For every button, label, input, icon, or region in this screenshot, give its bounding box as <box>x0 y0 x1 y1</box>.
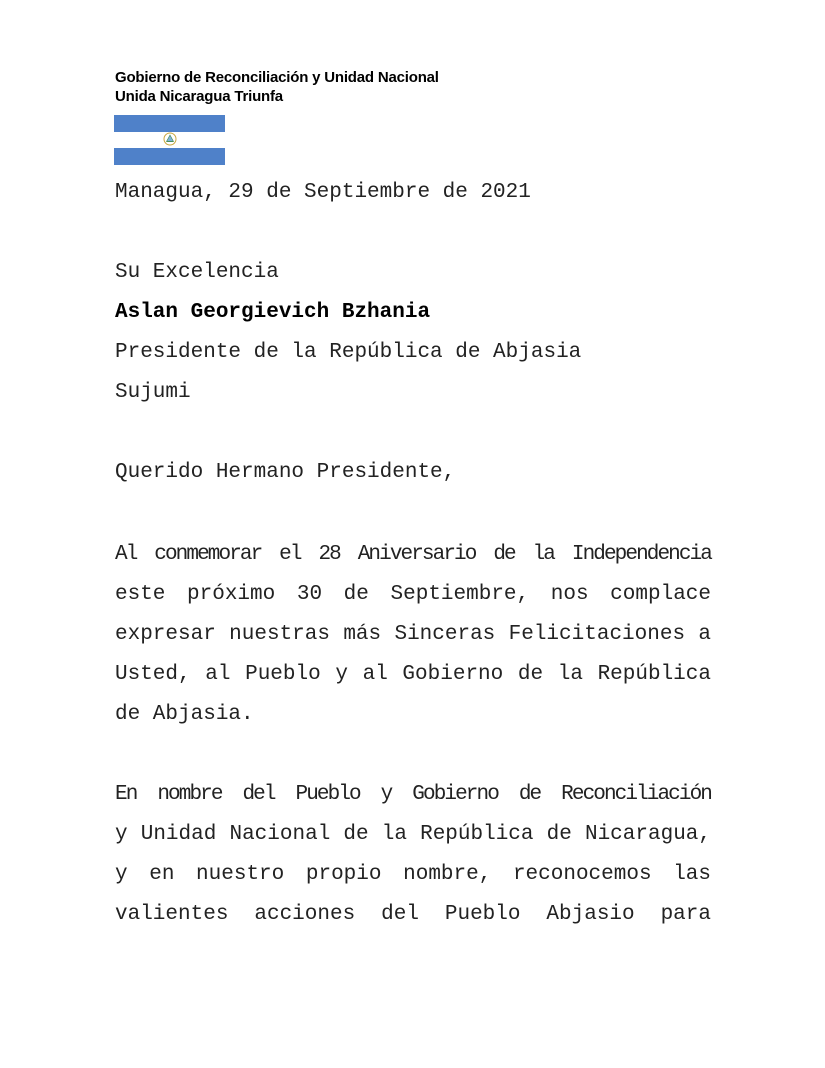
body-paragraph-2 <box>115 781 711 941</box>
paragraph-line: este próximo 30 de Septiembre, nos complace <box>115 583 711 606</box>
letterhead-government-name: Gobierno de Reconciliación y Unidad Nacional <box>115 69 439 86</box>
recipient-name: Aslan Georgievich Bzhania <box>115 301 431 324</box>
flag-bottom-band <box>114 148 225 165</box>
letter-greeting: Querido Hermano Presidente, <box>115 461 456 484</box>
recipient-position: Presidente de la República de Abjasia <box>115 341 582 364</box>
paragraph-line: valientes acciones del Pueblo Abjasio para <box>115 903 711 926</box>
flag-top-band <box>114 115 225 132</box>
paragraph-line: En nombre del Pueblo y Gobierno de Reconciliación <box>115 783 711 806</box>
body-paragraph-1 <box>115 541 711 741</box>
paragraph-line: Al conmemorar el 28 Aniversario de la Independencia <box>115 543 711 566</box>
paragraph-line: de Abjasia. <box>115 703 254 726</box>
letterhead-motto: Unida Nicaragua Triunfa <box>115 88 283 105</box>
paragraph-line: expresar nuestras más Sinceras Felicitaciones a <box>115 623 711 646</box>
coat-of-arms-icon <box>163 132 177 146</box>
letter-date: Managua, 29 de Septiembre de 2021 <box>115 181 531 204</box>
paragraph-line: Usted, al Pueblo y al Gobierno de la República <box>115 663 711 686</box>
nicaragua-flag-icon <box>114 115 225 165</box>
paragraph-line: y Unidad Nacional de la República de Nicaragua, <box>115 823 711 846</box>
letterhead <box>115 68 439 106</box>
recipient-honorific: Su Excelencia <box>115 261 279 284</box>
paragraph-line: y en nuestro propio nombre, reconocemos las <box>115 863 711 886</box>
recipient-city: Sujumi <box>115 381 191 404</box>
